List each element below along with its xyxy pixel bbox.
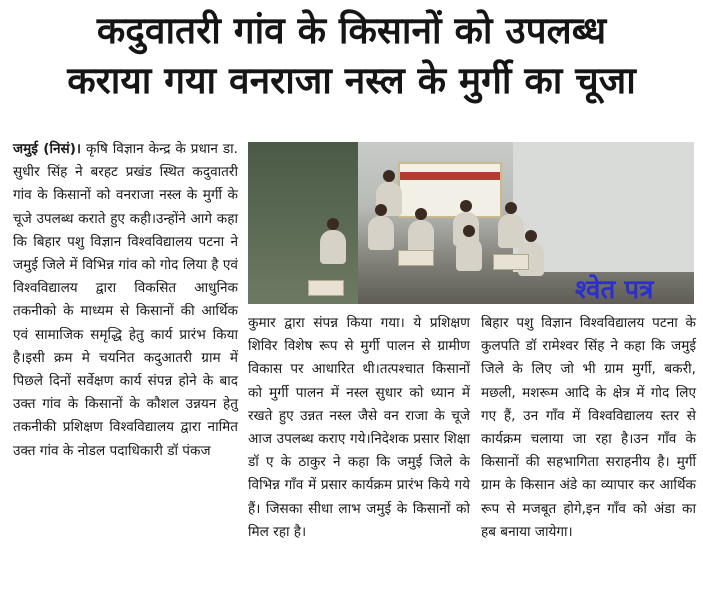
photo-person — [408, 220, 434, 254]
photo-person — [320, 230, 346, 264]
photo-box — [493, 254, 529, 270]
headline-line-1: कदुवातरी गांव के किसानों को उपलब्ध — [96, 9, 607, 52]
photo-box — [308, 280, 344, 296]
photo-person — [368, 216, 394, 250]
headline — [0, 6, 703, 106]
dateline: जमुई (निसं)। — [13, 141, 82, 157]
photo-banner — [398, 162, 502, 218]
headline-line-2: कराया गया वनराजा नस्ल के मुर्गी का चूजा — [67, 59, 636, 102]
photo-person — [456, 237, 482, 271]
article-column-3 — [481, 312, 696, 544]
article-text-col1: कृषि विज्ञान केन्द्र के प्रधान डा. सुधीर सिंह ने बरहट प्रखंड स्थित कदुवातरी गांव के किसानों को वनराजा नस्ल के मुर्गी के चूजे उपलब्ध कराते हुए कही।उन्होंने आगे कहा कि बिहार पशु विज्ञान विश्वविद्यालय पटना ने जमुई जिले में विभिन्न गांव को गोद लिया है एवं विश्वविद्यालय द्वारा विकसित आधुनिक तकनीको के माध्यम से किसानों की आर्थिक एवं सामाजिक समृद्धि हेतु कार्य प्रारंभ किया है।इसी क्रम मे चयनित कदुआतरी ग्राम में पिछले दिनों सर्वेक्षण कार्य संपन्न होने के बाद उक्त गांव के किसानों के कौशल उन्नयन हेतु तकनीकी प्रशिक्षण विश्वविद्यालय द्वारा नामित उक्त गांव के नोडल पदाधिकारी डॉ पंकज — [13, 141, 238, 459]
watermark: श्वेत पत्र — [575, 275, 654, 305]
photo-person — [498, 214, 524, 248]
photo-box — [398, 250, 434, 266]
article-text-col2: कुमार द्वारा संपन्न किया गया। ये प्रशिक्षण शिविर विशेष रूप से मुर्गी पालन से ग्रामीण विकास पर आधारित थी।तत्पश्चात किसानों को मुर्गी पालन में नस्ल सुधार को ध्यान में रखते हुए उन्नत नस्ल जैसे वन राजा के चूजे आज उपलब्ध कराए गये।निदेशक प्रसार शिक्षा डॉ ए के ठाकुर ने कहा कि जमुई जिले के विभिन्न गाँव में प्रसार कार्यक्रम प्रारंभ किये गये हैं। जिसका सीधा लाभ जमुई के किसानों को मिल रहा है। — [248, 315, 470, 540]
article-text-col3: बिहार पशु विज्ञान विश्वविद्यालय पटना के कुलपति डॉ रामेश्वर सिंह ने कहा कि जमुई जिले के लिए जो भी ग्राम मुर्गी, बकरी, मछली, मशरूम आदि के क्षेत्र में गोद लिए गए हैं, उन गाँव में विश्वविद्यालय स्तर से कार्यक्रम चलाया जा रहा है।उन गाँव के किसानों की सहभागिता सराहनीय है। मुर्गी ग्राम के किसान अंडे का व्यापार कर आर्थिक रूप से मजबूत होगे,इन गाँव को अंडा का हब बनाया जायेगा। — [481, 315, 696, 540]
article-column-2 — [248, 312, 470, 544]
article-column-1 — [13, 138, 238, 463]
